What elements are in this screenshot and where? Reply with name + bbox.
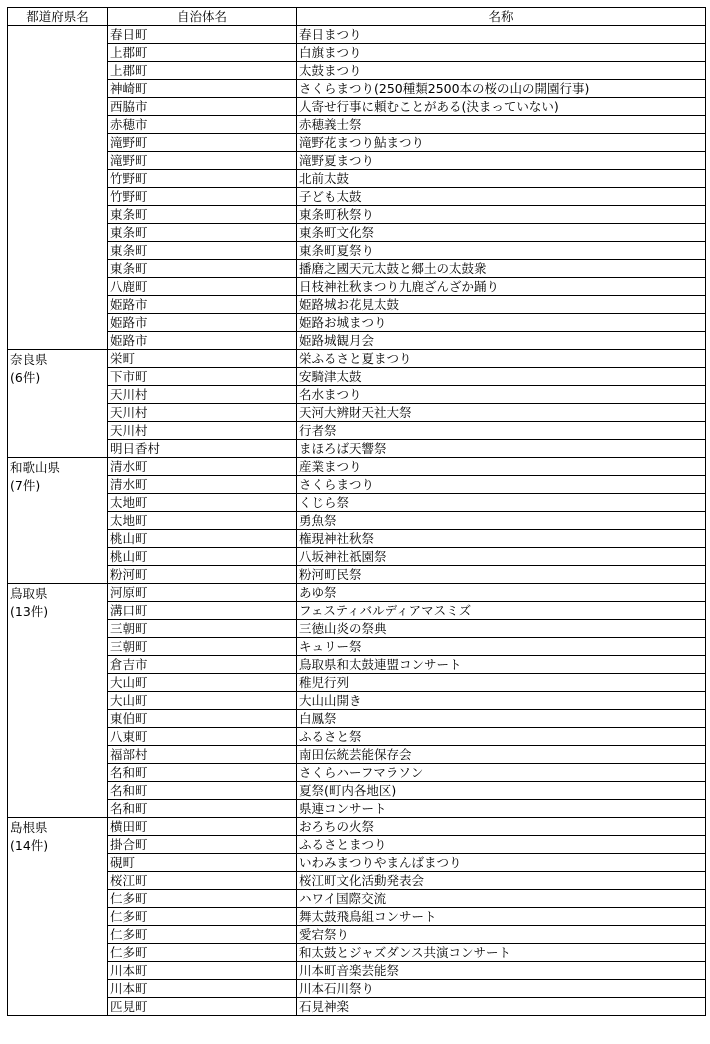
- festival-name-cell: 子ども太鼓: [297, 188, 706, 206]
- festival-name-cell: 和太鼓とジャズダンス共演コンサート: [297, 944, 706, 962]
- table-row: [8, 368, 706, 386]
- festival-name-cell: 南田伝統芸能保存会: [297, 746, 706, 764]
- table-row: [8, 656, 706, 674]
- festival-name-cell: 栄ふるさと夏まつり: [297, 350, 706, 368]
- table-row: [8, 710, 706, 728]
- festival-name-cell: 権現神社秋祭: [297, 530, 706, 548]
- table-row: [8, 602, 706, 620]
- festival-name-cell: 東条町夏祭り: [297, 242, 706, 260]
- municipality-cell: 仁多町: [108, 926, 297, 944]
- municipality-cell: 竹野町: [108, 170, 297, 188]
- festival-name-cell: 名水まつり: [297, 386, 706, 404]
- municipality-cell: 三朝町: [108, 620, 297, 638]
- municipality-cell: 天川村: [108, 422, 297, 440]
- festival-name-cell: 夏祭(町内各地区): [297, 782, 706, 800]
- table-row: [8, 836, 706, 854]
- festival-name-cell: 姫路お城まつり: [297, 314, 706, 332]
- table-row: [8, 854, 706, 872]
- festival-name-cell: 石見神楽: [297, 998, 706, 1016]
- municipality-cell: 竹野町: [108, 188, 297, 206]
- table-row: [8, 458, 706, 476]
- festival-name-cell: 舞太鼓飛鳥組コンサート: [297, 908, 706, 926]
- festival-name-cell: 白旗まつり: [297, 44, 706, 62]
- table-row: [8, 260, 706, 278]
- municipality-cell: 姫路市: [108, 332, 297, 350]
- table-body: [8, 26, 706, 1016]
- festival-name-cell: キュリー祭: [297, 638, 706, 656]
- table-row: [8, 962, 706, 980]
- table-row: [8, 692, 706, 710]
- table-row: [8, 998, 706, 1016]
- festival-name-cell: ふるさと祭: [297, 728, 706, 746]
- prefecture-name: 島根県: [10, 820, 48, 835]
- festival-name-cell: まほろば天響祭: [297, 440, 706, 458]
- header-prefecture: 都道府県名: [8, 8, 108, 26]
- table-row: [8, 872, 706, 890]
- prefecture-count: (7件): [10, 478, 41, 493]
- festival-name-cell: 行者祭: [297, 422, 706, 440]
- municipality-cell: 横田町: [108, 818, 297, 836]
- table-row: [8, 800, 706, 818]
- table-row: [8, 530, 706, 548]
- municipality-cell: 滝野町: [108, 134, 297, 152]
- prefecture-cell: [8, 584, 108, 818]
- municipality-cell: 西脇市: [108, 98, 297, 116]
- table-row: [8, 296, 706, 314]
- municipality-cell: 仁多町: [108, 890, 297, 908]
- table-row: [8, 494, 706, 512]
- table-row: [8, 62, 706, 80]
- festival-name-cell: 白鳳祭: [297, 710, 706, 728]
- municipality-cell: 神崎町: [108, 80, 297, 98]
- table-row: [8, 512, 706, 530]
- table-row: [8, 548, 706, 566]
- municipality-cell: 福部村: [108, 746, 297, 764]
- festival-name-cell: 八坂神社祇園祭: [297, 548, 706, 566]
- table-row: [8, 566, 706, 584]
- municipality-cell: 河原町: [108, 584, 297, 602]
- header-row: [8, 8, 706, 26]
- festival-name-cell: 勇魚祭: [297, 512, 706, 530]
- municipality-cell: 赤穂市: [108, 116, 297, 134]
- table-row: [8, 152, 706, 170]
- municipality-cell: 太地町: [108, 494, 297, 512]
- municipality-cell: 三朝町: [108, 638, 297, 656]
- festival-name-cell: 赤穂義士祭: [297, 116, 706, 134]
- municipality-cell: 大山町: [108, 692, 297, 710]
- table-row: [8, 80, 706, 98]
- festival-name-cell: ふるさとまつり: [297, 836, 706, 854]
- festival-name-cell: 滝野夏まつり: [297, 152, 706, 170]
- municipality-cell: 川本町: [108, 962, 297, 980]
- header-festival-name: 名称: [297, 8, 706, 26]
- municipality-cell: 清水町: [108, 458, 297, 476]
- festival-name-cell: 日枝神社秋まつり九鹿ざんざか踊り: [297, 278, 706, 296]
- prefecture-cell: [8, 350, 108, 458]
- table-row: [8, 242, 706, 260]
- festival-name-cell: 滝野花まつり鮎まつり: [297, 134, 706, 152]
- table-row: [8, 440, 706, 458]
- municipality-cell: 名和町: [108, 782, 297, 800]
- prefecture-name: 和歌山県: [10, 460, 61, 475]
- festival-name-cell: 川本町音楽芸能祭: [297, 962, 706, 980]
- municipality-cell: 匹見町: [108, 998, 297, 1016]
- table-row: [8, 332, 706, 350]
- municipality-cell: 東条町: [108, 260, 297, 278]
- festival-name-cell: おろちの火祭: [297, 818, 706, 836]
- festival-name-cell: 県連コンサート: [297, 800, 706, 818]
- municipality-cell: 溝口町: [108, 602, 297, 620]
- festival-name-cell: 産業まつり: [297, 458, 706, 476]
- festival-name-cell: 粉河町民祭: [297, 566, 706, 584]
- municipality-cell: 桜江町: [108, 872, 297, 890]
- table-row: [8, 134, 706, 152]
- festival-name-cell: 姫路城観月会: [297, 332, 706, 350]
- table-row: [8, 188, 706, 206]
- table-row: [8, 584, 706, 602]
- municipality-cell: 天川村: [108, 404, 297, 422]
- municipality-cell: 栄町: [108, 350, 297, 368]
- municipality-cell: 八東町: [108, 728, 297, 746]
- prefecture-cell: [8, 26, 108, 350]
- municipality-cell: 桃山町: [108, 548, 297, 566]
- municipality-cell: 硯町: [108, 854, 297, 872]
- festival-name-cell: さくらハーフマラソン: [297, 764, 706, 782]
- festival-name-cell: 大山山開き: [297, 692, 706, 710]
- table-row: [8, 620, 706, 638]
- table-row: [8, 26, 706, 44]
- festival-name-cell: 鳥取県和太鼓連盟コンサート: [297, 656, 706, 674]
- festival-name-cell: 東条町文化祭: [297, 224, 706, 242]
- festival-name-cell: さくらまつり(250種類2500本の桜の山の開園行事): [297, 80, 706, 98]
- document-page: [7, 7, 706, 1016]
- festival-name-cell: 太鼓まつり: [297, 62, 706, 80]
- municipality-cell: 清水町: [108, 476, 297, 494]
- municipality-cell: 仁多町: [108, 944, 297, 962]
- festival-name-cell: 川本石川祭り: [297, 980, 706, 998]
- festival-name-cell: いわみまつりやまんばまつり: [297, 854, 706, 872]
- municipality-cell: 上郡町: [108, 62, 297, 80]
- festival-name-cell: 桜江町文化活動発表会: [297, 872, 706, 890]
- prefecture-name: 鳥取県: [10, 586, 48, 601]
- festival-name-cell: 天河大辨財天社大祭: [297, 404, 706, 422]
- prefecture-cell: [8, 458, 108, 584]
- municipality-cell: 桃山町: [108, 530, 297, 548]
- municipality-cell: 東条町: [108, 206, 297, 224]
- festival-name-cell: 人寄せ行事に頼むことがある(決まっていない): [297, 98, 706, 116]
- festival-name-cell: 愛宕祭り: [297, 926, 706, 944]
- table-row: [8, 980, 706, 998]
- festival-name-cell: 東条町秋祭り: [297, 206, 706, 224]
- festival-name-cell: くじら祭: [297, 494, 706, 512]
- table-row: [8, 476, 706, 494]
- table-row: [8, 206, 706, 224]
- festival-table: [7, 7, 706, 1016]
- municipality-cell: 名和町: [108, 764, 297, 782]
- municipality-cell: 姫路市: [108, 314, 297, 332]
- festival-name-cell: 北前太鼓: [297, 170, 706, 188]
- municipality-cell: 東伯町: [108, 710, 297, 728]
- table-row: [8, 116, 706, 134]
- prefecture-count: (14件): [10, 838, 49, 853]
- festival-name-cell: 稚児行列: [297, 674, 706, 692]
- table-row: [8, 764, 706, 782]
- table-row: [8, 278, 706, 296]
- table-row: [8, 98, 706, 116]
- municipality-cell: 春日町: [108, 26, 297, 44]
- municipality-cell: 倉吉市: [108, 656, 297, 674]
- prefecture-count: (13件): [10, 604, 49, 619]
- table-row: [8, 422, 706, 440]
- table-row: [8, 674, 706, 692]
- municipality-cell: 滝野町: [108, 152, 297, 170]
- table-row: [8, 44, 706, 62]
- festival-name-cell: フェスティバルディアマスミズ: [297, 602, 706, 620]
- table-row: [8, 386, 706, 404]
- municipality-cell: 仁多町: [108, 908, 297, 926]
- prefecture-cell: [8, 818, 108, 1016]
- festival-name-cell: 播磨之國天元太鼓と郷土の太鼓衆: [297, 260, 706, 278]
- table-row: [8, 926, 706, 944]
- municipality-cell: 粉河町: [108, 566, 297, 584]
- municipality-cell: 掛合町: [108, 836, 297, 854]
- festival-name-cell: 姫路城お花見太鼓: [297, 296, 706, 314]
- festival-name-cell: 三徳山炎の祭典: [297, 620, 706, 638]
- municipality-cell: 名和町: [108, 800, 297, 818]
- municipality-cell: 姫路市: [108, 296, 297, 314]
- festival-name-cell: さくらまつり: [297, 476, 706, 494]
- municipality-cell: 東条町: [108, 224, 297, 242]
- header-municipality: 自治体名: [108, 8, 297, 26]
- table-row: [8, 224, 706, 242]
- table-row: [8, 908, 706, 926]
- table-row: [8, 944, 706, 962]
- festival-name-cell: あゆ祭: [297, 584, 706, 602]
- municipality-cell: 天川村: [108, 386, 297, 404]
- festival-name-cell: 春日まつり: [297, 26, 706, 44]
- municipality-cell: 上郡町: [108, 44, 297, 62]
- table-row: [8, 314, 706, 332]
- prefecture-name: 奈良県: [10, 352, 48, 367]
- table-row: [8, 818, 706, 836]
- municipality-cell: 東条町: [108, 242, 297, 260]
- table-row: [8, 728, 706, 746]
- prefecture-count: (6件): [10, 370, 41, 385]
- table-row: [8, 782, 706, 800]
- festival-name-cell: ハワイ国際交流: [297, 890, 706, 908]
- table-row: [8, 170, 706, 188]
- municipality-cell: 川本町: [108, 980, 297, 998]
- municipality-cell: 太地町: [108, 512, 297, 530]
- municipality-cell: 八鹿町: [108, 278, 297, 296]
- municipality-cell: 下市町: [108, 368, 297, 386]
- municipality-cell: 大山町: [108, 674, 297, 692]
- municipality-cell: 明日香村: [108, 440, 297, 458]
- table-row: [8, 890, 706, 908]
- table-row: [8, 350, 706, 368]
- table-row: [8, 638, 706, 656]
- festival-name-cell: 安騎津太鼓: [297, 368, 706, 386]
- table-row: [8, 404, 706, 422]
- table-row: [8, 746, 706, 764]
